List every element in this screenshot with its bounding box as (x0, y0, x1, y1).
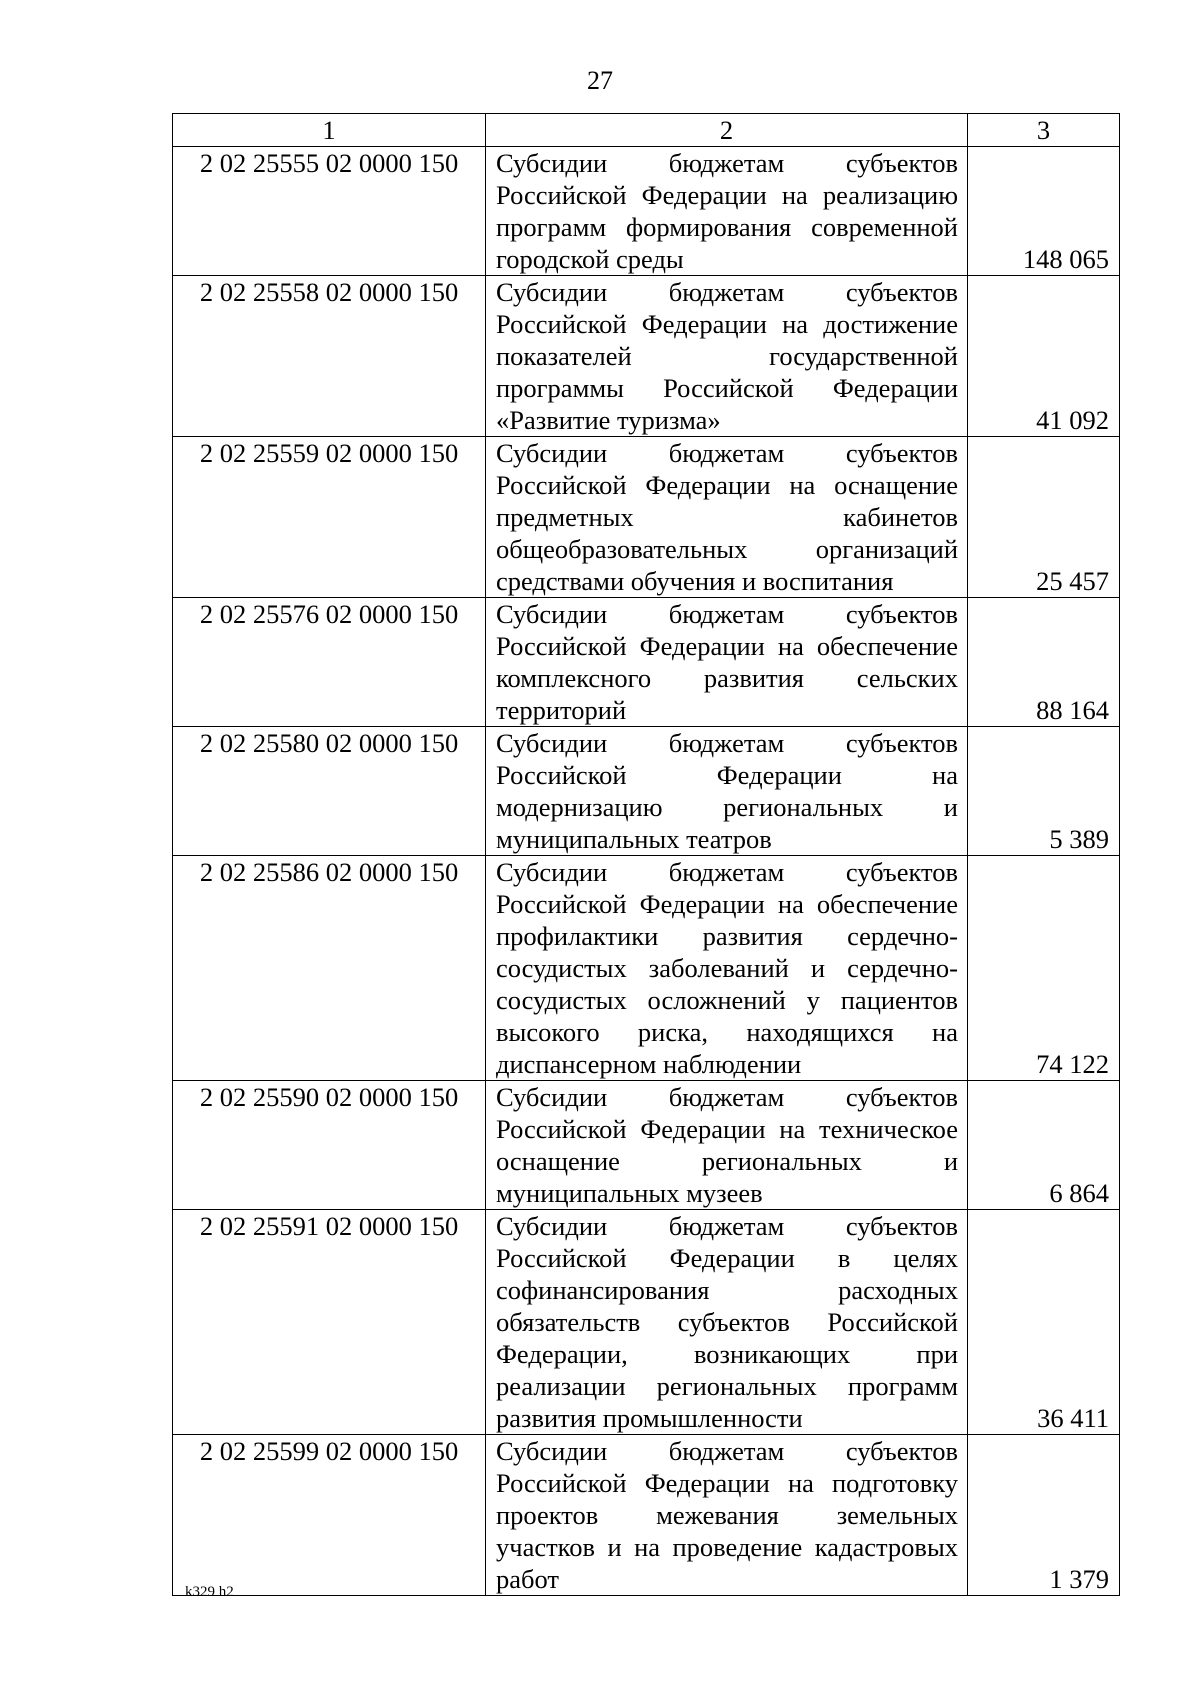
row-description-cell: Субсидии бюджетам субъектов Российской Федерации на техническое оснащение региональных и муниципальных музеев (486, 1081, 968, 1210)
row-description-cell: Субсидии бюджетам субъектов Российской Федерации на обеспечение профилактики развития сердечно-сосудистых заболеваний и сердечно-сосудистых осложнений у пациентов высокого риска, находящихся на диспансерном наблюдении (486, 856, 968, 1081)
row-amount-cell: 36 411 (968, 1210, 1120, 1435)
table-row (173, 598, 1120, 727)
row-code-cell: 2 02 25599 02 0000 150 (173, 1435, 486, 1596)
row-amount-cell: 148 065 (968, 147, 1120, 276)
table-header (173, 114, 1120, 147)
table-row (173, 727, 1120, 856)
row-amount-cell: 1 379 (968, 1435, 1120, 1596)
budget-revenue-table (172, 113, 1120, 1596)
column-header-amount: 3 (968, 114, 1120, 147)
row-code-cell: 2 02 25590 02 0000 150 (173, 1081, 486, 1210)
row-amount-cell: 74 122 (968, 856, 1120, 1081)
row-description-cell: Субсидии бюджетам субъектов Российской Федерации на реализацию программ формирования современной городской среды (486, 147, 968, 276)
row-amount-cell: 88 164 (968, 598, 1120, 727)
row-code-cell: 2 02 25555 02 0000 150 (173, 147, 486, 276)
table-row (173, 147, 1120, 276)
row-code-cell: 2 02 25580 02 0000 150 (173, 727, 486, 856)
row-description-cell: Субсидии бюджетам субъектов Российской Федерации на достижение показателей государственной программы Российской Федерации «Развитие туризма» (486, 276, 968, 437)
column-header-description: 2 (486, 114, 968, 147)
row-amount-cell: 5 389 (968, 727, 1120, 856)
row-description-cell: Субсидии бюджетам субъектов Российской Федерации на модернизацию региональных и муниципальных театров (486, 727, 968, 856)
row-code-cell: 2 02 25558 02 0000 150 (173, 276, 486, 437)
row-description-cell: Субсидии бюджетам субъектов Российской Федерации на оснащение предметных кабинетов общеобразовательных организаций средствами обучения и воспитания (486, 437, 968, 598)
row-code-cell: 2 02 25586 02 0000 150 (173, 856, 486, 1081)
table-body (173, 147, 1120, 1596)
table-row (173, 1210, 1120, 1435)
row-description-cell: Субсидии бюджетам субъектов Российской Федерации на обеспечение комплексного развития сельских территорий (486, 598, 968, 727)
column-header-code: 1 (173, 114, 486, 147)
table-row (173, 856, 1120, 1081)
row-code-cell: 2 02 25576 02 0000 150 (173, 598, 486, 727)
document-footer-code: k329 h2 (185, 1584, 234, 1600)
table-row (173, 1081, 1120, 1210)
row-code-cell: 2 02 25559 02 0000 150 (173, 437, 486, 598)
page-number: 27 (587, 66, 613, 95)
table-row (173, 437, 1120, 598)
row-code-cell: 2 02 25591 02 0000 150 (173, 1210, 486, 1435)
header-row (173, 114, 1120, 147)
table-row (173, 1435, 1120, 1596)
row-amount-cell: 6 864 (968, 1081, 1120, 1210)
row-amount-cell: 41 092 (968, 276, 1120, 437)
row-description-cell: Субсидии бюджетам субъектов Российской Федерации в целях софинансирования расходных обязательств субъектов Российской Федерации, возникающих при реализации региональных программ развития промышленности (486, 1210, 968, 1435)
row-description-cell: Субсидии бюджетам субъектов Российской Федерации на подготовку проектов межевания земельных участков и на проведение кадастровых работ (486, 1435, 968, 1596)
row-amount-cell: 25 457 (968, 437, 1120, 598)
table-row (173, 276, 1120, 437)
